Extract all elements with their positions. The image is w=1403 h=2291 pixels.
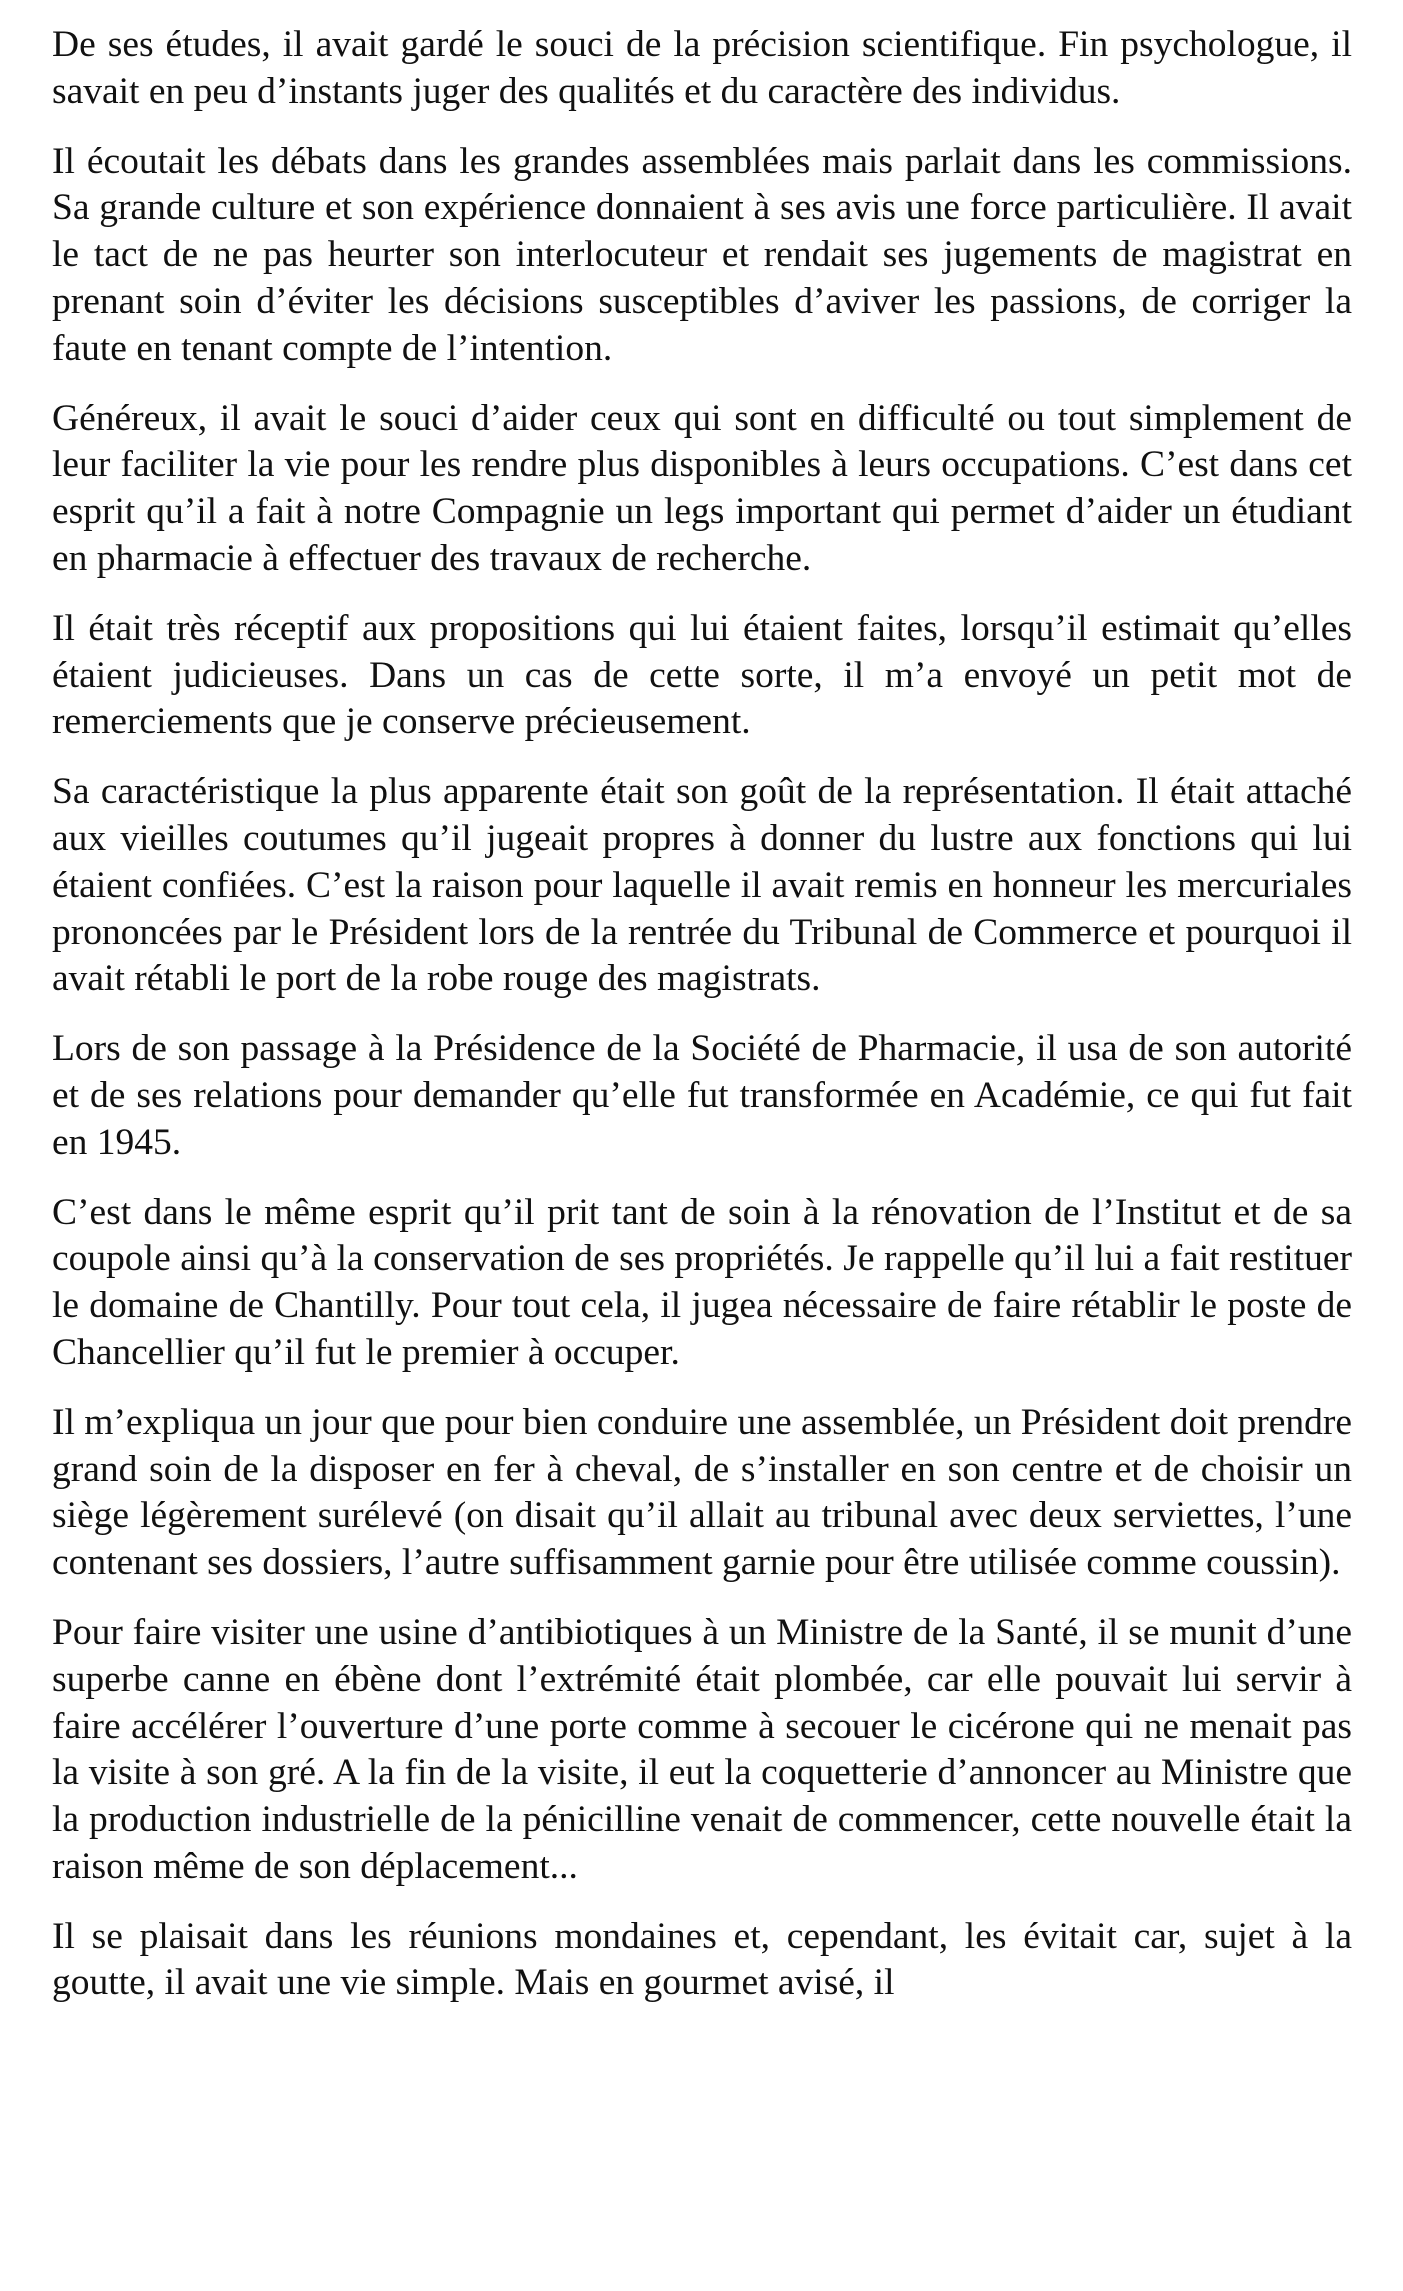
- paragraph: Lors de son passage à la Présidence de la Société de Pharmacie, il usa de son autorité et de ses relations pour demander qu’elle fut transformée en Académie, ce qui fut fait en 1945.: [52, 1028, 1352, 1163]
- body-text: [52, 22, 1352, 2007]
- paragraph: Généreux, il avait le souci d’aider ceux qui sont en difficulté ou tout simplement de leur faciliter la vie pour les rendre plus disponibles à leurs occupations. C’est dans cet esprit qu’il a fait à notre Compagnie un legs important qui permet d’aider un étudiant en pharmacie à effectuer des travaux de recherche.: [52, 397, 1352, 579]
- paragraph: Il était très réceptif aux propositions qui lui étaient faites, lorsqu’il estimait qu’elles étaient judicieuses. Dans un cas de cette sorte, il m’a envoyé un petit mot de remerciements que je conserve précieusement.: [52, 607, 1352, 743]
- paragraph: Sa caractéristique la plus apparente était son goût de la représentation. Il était attaché aux vieilles coutumes qu’il jugeait propres à donner du lustre aux fonctions qui lui étaient confiées. C’est la raison pour laquelle il avait remis en honneur les mercuriales prononcées par le Président lors de la rentrée du Tribunal de Commerce et pourquoi il avait rétabli le port de la robe rouge des magistrats.: [52, 771, 1352, 1000]
- paragraph: Il m’expliqua un jour que pour bien conduire une assemblée, un Président doit prendre grand soin de la disposer en fer à cheval, de s’installer en son centre et de choisir un siège légèrement surélevé (on disait qu’il allait au tribunal avec deux serviettes, l’une contenant ses dossiers, l’autre suffisamment garnie pour être utilisée comme coussin).: [52, 1401, 1352, 1584]
- paragraph: C’est dans le même esprit qu’il prit tant de soin à la rénovation de l’Institut et de sa coupole ainsi qu’à la conservation de ses propriétés. Je rappelle qu’il lui a fait restituer le domaine de Chantilly. Pour tout cela, il jugea nécessaire de faire rétablir le poste de Chancellier qu’il fut le premier à occuper.: [52, 1191, 1352, 1373]
- paragraph: De ses études, il avait gardé le souci de la précision scientifique. Fin psychologue, il savait en peu d’instants juger des qualités et du caractère des individus.: [52, 24, 1352, 112]
- paragraph: Il se plaisait dans les réunions mondaines et, cependant, les évitait car, sujet à la goutte, il avait une vie simple. Mais en gourmet avisé, il: [52, 1915, 1352, 2004]
- paragraph: Pour faire visiter une usine d’antibiotiques à un Ministre de la Santé, il se munit d’une superbe canne en ébène dont l’extrémité était plombée, car elle pouvait lui servir à faire accélérer l’ouverture d’une porte comme à secouer le cicérone qui ne menait pas la visite à son gré. A la fin de la visite, il eut la coquetterie d’annoncer au Ministre que la production industrielle de la pénicilline venait de commencer, cette nouvelle était la raison même de son déplacement...: [52, 1611, 1352, 1887]
- paragraph: Il écoutait les débats dans les grandes assemblées mais parlait dans les commissions. Sa grande culture et son expérience donnaient à ses avis une force particulière. Il avait le tact de ne pas heurter son interlocuteur et rendait ses jugements de magistrat en prenant soin d’éviter les décisions susceptibles d’aviver les passions, de corriger la faute en tenant compte de l’intention.: [52, 140, 1352, 369]
